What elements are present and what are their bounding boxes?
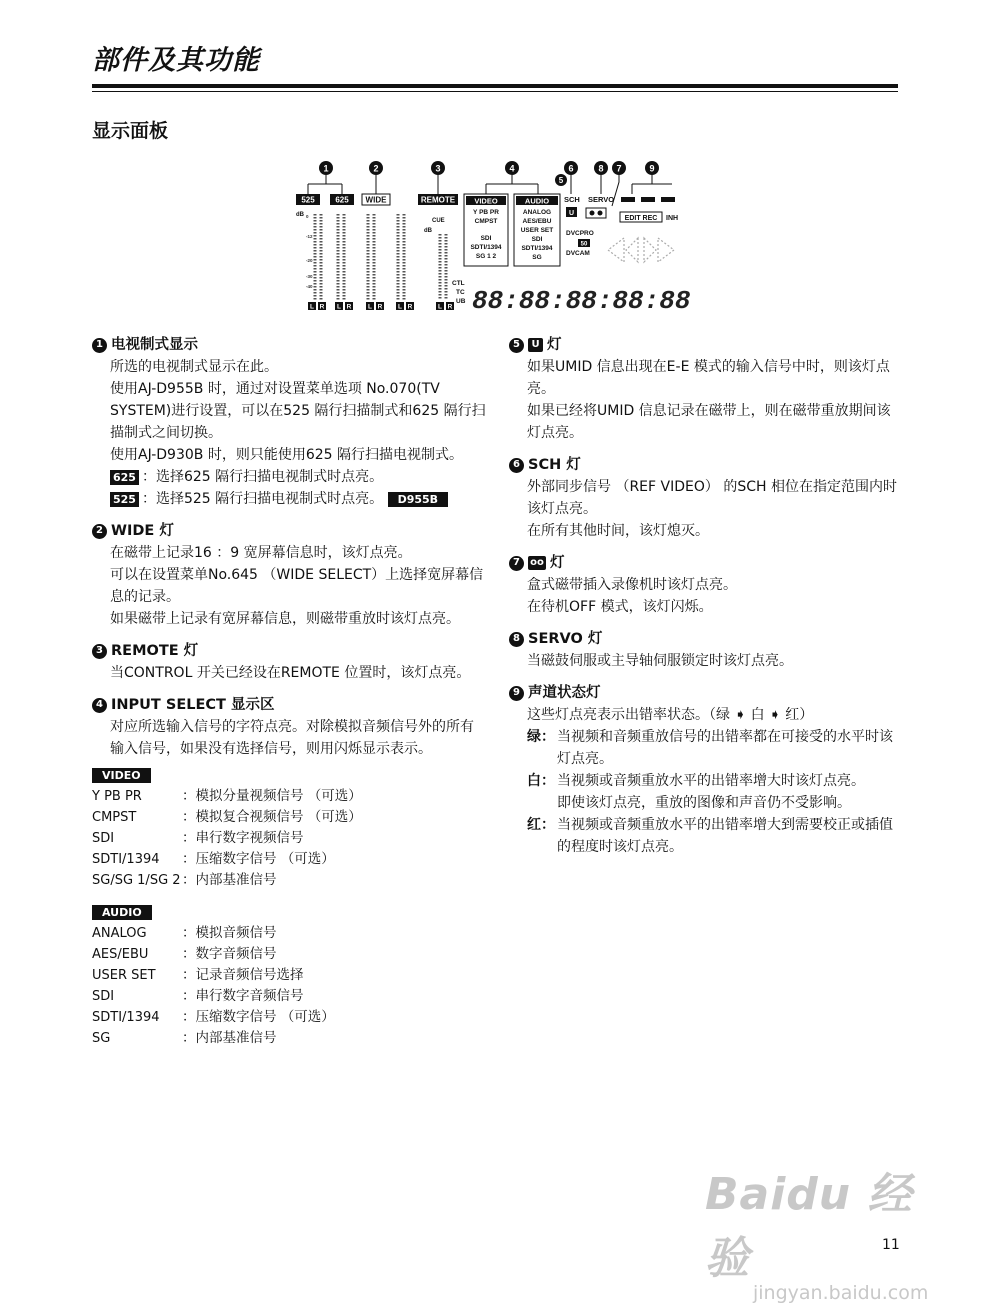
callout-number: 4: [92, 698, 107, 713]
svg-text:R: R: [346, 303, 352, 311]
svg-text:R: R: [447, 303, 453, 311]
page-title: 部件及其功能: [92, 45, 260, 76]
table-row: SDI ：串行数字音频信号: [92, 988, 304, 1004]
svg-text:4: 4: [509, 163, 515, 174]
callout-1: [319, 161, 333, 175]
svg-text:dB: dB: [424, 228, 432, 234]
table-row: AES/EBU ：数字音频信号: [92, 946, 277, 962]
svg-text:0: 0: [306, 214, 309, 219]
svg-text:2: 2: [373, 163, 379, 174]
diagram-audio: AUDIO: [524, 196, 550, 206]
callout-4: [505, 161, 519, 175]
svg-text:L: L: [337, 303, 341, 311]
item-title: 声道状态灯: [528, 685, 601, 701]
diagram-remote: REMOTE: [420, 195, 456, 205]
callout-number: 8: [509, 632, 524, 647]
page-number: 11: [882, 1237, 900, 1253]
diagram-wide: WIDE: [365, 195, 387, 205]
svg-text:SG 1 2: SG 1 2: [475, 253, 497, 260]
svg-text:9: 9: [649, 163, 655, 174]
right-column: [509, 334, 904, 868]
title-rule: [92, 84, 898, 88]
item-servo: 8 SERVO 灯 当磁鼓伺服或主导轴伺服锁定时该灯点亮。: [509, 628, 904, 672]
item-tv-system: 1 电视制式显示 所选的电视制式显示在此。 使用AJ-D955B 时，通过对设置菜单选项 No.070(TV SYSTEM)进行设置，可以在525 隔行扫描制式和625 隔行扫描制式之间切换。 使用AJ-D930B 时，则只能使用625 隔行扫描电视制式。 625 ：选择625 隔行扫描电视制式时点亮。 525 ：选择525 隔行扫描电视制式时点亮。 D955B: [92, 334, 487, 510]
callout-5: [555, 174, 567, 186]
svg-text:1: 1: [323, 163, 329, 174]
table-row: SDI ：串行数字视频信号: [92, 830, 304, 846]
svg-text:DVCPRO: DVCPRO: [566, 230, 594, 237]
svg-text:8: 8: [598, 163, 604, 174]
svg-text:SDI: SDI: [480, 235, 492, 242]
list-item: 绿： 当视频和音频重放信号的出错率都在可接受的水平时该灯点亮。: [527, 729, 893, 767]
item-wide: 2 WIDE 灯 在磁带上记录16 ：9 宽屏幕信息时，该灯点亮。 可以在设置菜单No.645 （WIDE SELECT）上选择宽屏幕信息的记录。 如果磁带上记录有宽屏幕信息，则磁带重放时该灯点亮。: [92, 520, 487, 630]
u-icon: U: [528, 338, 543, 352]
video-signal-table: [92, 764, 487, 891]
item-channel-status: 9 声道状态灯 这些灯点亮表示出错率状态。（绿 ➧ 白 ➧ 红） 绿： 当视频和音频重放信号的出错率都在可接受的水平时该灯点亮。 白： 当视频或音频重放水平的出错率增大时该灯点亮。 即使该灯点亮，重放的图像和声音仍不受影响。 红： 当视频或音频重放水平的出错率增大到需要校正或插值的程度时该灯点亮。: [509, 682, 904, 858]
badge-video: VIDEO: [92, 768, 151, 783]
table-row: SG ：内部基准信号: [92, 1030, 277, 1046]
svg-text:UB: UB: [456, 298, 466, 305]
svg-text:INH: INH: [666, 215, 679, 222]
svg-text:CUE: CUE: [432, 218, 445, 224]
badge-625: 625: [110, 470, 139, 485]
svg-text:SDI: SDI: [531, 236, 543, 243]
svg-text:SDTI/1394: SDTI/1394: [470, 244, 502, 251]
svg-text:U: U: [568, 210, 575, 217]
svg-text:R: R: [319, 303, 325, 311]
svg-text:SDTI/1394: SDTI/1394: [521, 245, 553, 252]
table-row: SDTI/1394 ：压缩数字信号 （可选）: [92, 1009, 335, 1025]
item-input-select: 4 INPUT SELECT 显示区 对应所选输入信号的字符点亮。对除模拟音频信号外的所有输入信号，如果没有选择信号，则用闪烁显示表示。 VIDEO Y PB PR ：模拟分量视频信号 （可选） CMPST ：模拟复合视频信号 （可选） SDI ：串行数字视频信号 SDTI/1394 ：压缩数字信号 （可选） SG/SG 1/SG 2 ：内部基准信号 AUDIO ANALOG ：模拟音频信号 AES/EBU ：数字音频信号 USER SET ：记录音频信号选择 SDI ：串行数字音频信号 SDTI/1394 ：压缩数字信号 （可选） SG ：内部基准信号: [92, 694, 487, 1049]
table-row: USER SET ：记录音频信号选择: [92, 967, 304, 983]
title-rule-thin: [92, 91, 898, 92]
callout-8: [594, 161, 608, 175]
svg-text:-12: -12: [306, 234, 313, 239]
callout-2: [369, 161, 383, 175]
item-sch: 6 SCH 灯 外部同步信号 （REF VIDEO） 的SCH 相位在指定范围内时该灯点亮。 在所有其他时间，该灯熄灭。: [509, 454, 904, 542]
table-row: Y PB PR ：模拟分量视频信号 （可选）: [92, 788, 362, 804]
watermark: Baidu 经验 jingyan.baidu.com: [705, 1169, 929, 1304]
display-panel-diagram: [290, 150, 700, 325]
svg-text:EDIT REC: EDIT REC: [624, 215, 658, 222]
diagram-525: 525: [301, 195, 315, 205]
svg-text:88:88:88:88:88: 88:88:88:88:88: [472, 286, 691, 316]
table-row: CMPST ：模拟复合视频信号 （可选）: [92, 809, 362, 825]
svg-text:-20: -20: [306, 258, 313, 263]
svg-text:L: L: [398, 303, 402, 311]
diagram-video: VIDEO: [474, 196, 498, 206]
item-title: REMOTE 灯: [111, 643, 199, 659]
svg-text:Y PB PR: Y PB PR: [473, 209, 499, 216]
callout-number: 1: [92, 338, 107, 353]
badge-525: 525: [110, 492, 139, 507]
item-title: 灯: [547, 337, 562, 353]
table-row: SG/SG 1/SG 2 ：内部基准信号: [92, 872, 277, 888]
item-title: WIDE 灯: [111, 523, 174, 539]
badge-audio: AUDIO: [92, 905, 152, 920]
svg-text:SG: SG: [532, 254, 542, 261]
item-title: INPUT SELECT 显示区: [111, 697, 275, 713]
svg-text:L: L: [310, 303, 314, 311]
callout-number: 5: [509, 338, 524, 353]
diagram-625: 625: [335, 195, 349, 205]
svg-text:AES/EBU: AES/EBU: [522, 218, 552, 225]
svg-text:USER SET: USER SET: [520, 227, 554, 234]
svg-text:L: L: [368, 303, 372, 311]
svg-text:3: 3: [435, 163, 441, 174]
table-row: SDTI/1394 ：压缩数字信号 （可选）: [92, 851, 335, 867]
svg-text:CTL: CTL: [452, 280, 465, 287]
svg-text:TC: TC: [456, 289, 465, 296]
svg-text:5: 5: [558, 176, 564, 185]
cassette-icon: oo: [528, 556, 546, 570]
list-item: 红： 当视频或音频重放水平的出错率增大到需要校正或插值的程度时该灯点亮。: [527, 817, 893, 855]
callout-3: [431, 161, 445, 175]
callout-6: [564, 161, 578, 175]
section-title: 显示面板: [92, 120, 169, 142]
item-title: SCH 灯: [528, 457, 581, 473]
item-umid: 5 U 灯 如果UMID 信息出现在E-E 模式的输入信号中时，则该灯点亮。 如果已经将UMID 信息记录在磁带上，则在磁带重放期间该灯点亮。: [509, 334, 904, 444]
callout-number: 7: [509, 556, 524, 571]
callout-number: 2: [92, 524, 107, 539]
callout-7: [612, 161, 626, 175]
svg-text:7: 7: [616, 163, 622, 174]
svg-text:ANALOG: ANALOG: [522, 209, 552, 216]
svg-text:DVCAM: DVCAM: [566, 250, 590, 257]
callout-number: 3: [92, 644, 107, 659]
svg-text:L: L: [438, 303, 442, 311]
item-title: SERVO 灯: [528, 631, 603, 647]
svg-text:R: R: [407, 303, 413, 311]
item-cassette: 7 oo 灯 盒式磁带插入录像机时该灯点亮。 在待机OFF 模式，该灯闪烁。: [509, 552, 904, 618]
callout-9: [645, 161, 659, 175]
svg-text:6: 6: [568, 163, 574, 174]
audio-signal-table: [92, 901, 487, 1049]
callout-number: 9: [509, 686, 524, 701]
item-title: 灯: [550, 555, 565, 571]
badge-d955b: D955B: [388, 492, 448, 507]
svg-text:-30: -30: [306, 274, 313, 279]
table-row: ANALOG ：模拟音频信号: [92, 925, 277, 941]
svg-text:SERVO: SERVO: [588, 195, 615, 204]
left-column: [92, 334, 487, 1059]
list-item: 即使该灯点亮，重放的图像和声音仍不受影响。: [557, 795, 851, 811]
svg-text:50: 50: [580, 241, 588, 248]
svg-text:dB: dB: [296, 212, 304, 218]
svg-text:CMPST: CMPST: [474, 218, 498, 225]
item-remote: 3 REMOTE 灯 当CONTROL 开关已经设在REMOTE 位置时，该灯点亮。: [92, 640, 487, 684]
callout-number: 6: [509, 458, 524, 473]
list-item: 白： 当视频或音频重放水平的出错率增大时该灯点亮。: [527, 773, 865, 789]
svg-text:SCH: SCH: [564, 195, 580, 204]
item-title: 电视制式显示: [111, 337, 198, 353]
svg-text:-40: -40: [306, 284, 313, 289]
svg-text:R: R: [377, 303, 383, 311]
